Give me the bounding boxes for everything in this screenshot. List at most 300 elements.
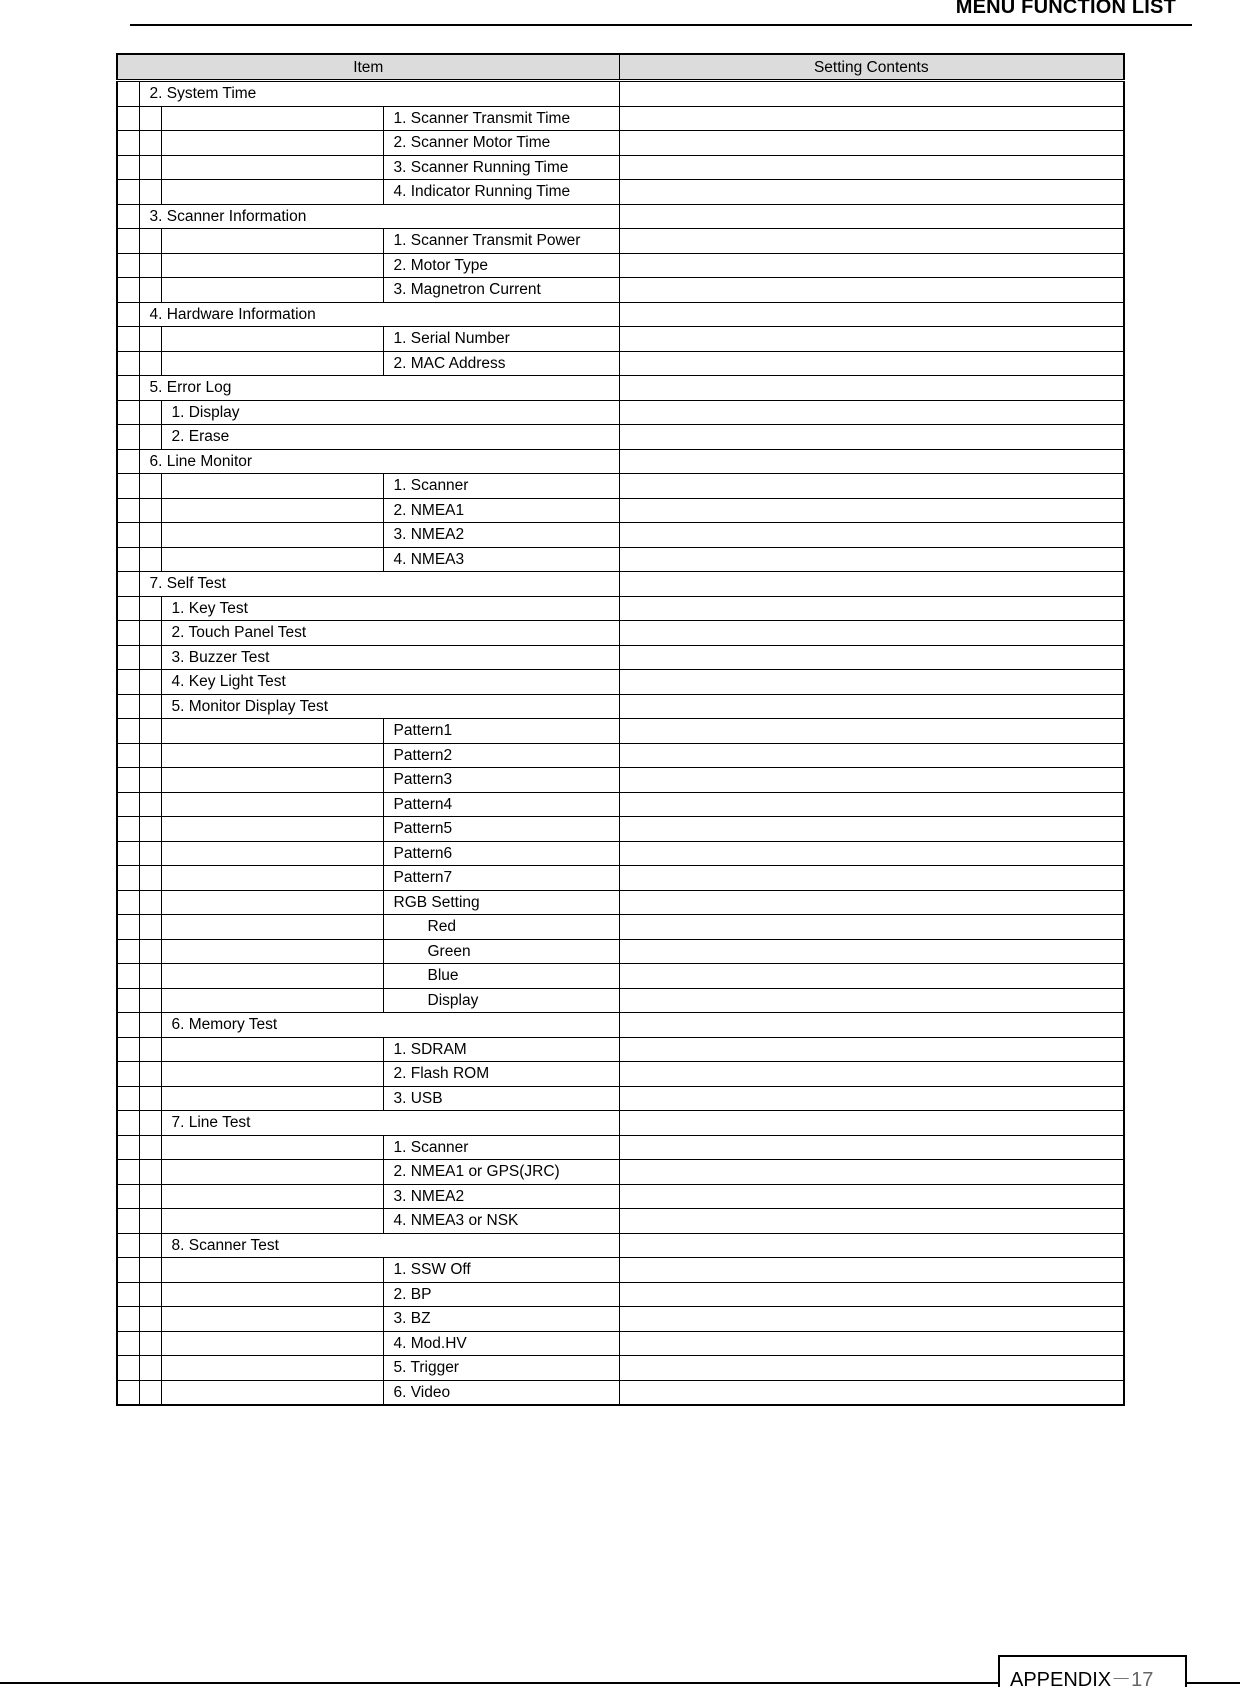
indent-cell bbox=[161, 1356, 383, 1381]
page-header bbox=[130, 0, 1192, 26]
table-row bbox=[117, 278, 1124, 303]
indent-cell bbox=[161, 768, 383, 793]
indent-cell bbox=[117, 376, 139, 401]
table-row bbox=[117, 817, 1124, 842]
menu-item-label: 2. System Time bbox=[139, 81, 619, 107]
indent-cell bbox=[117, 474, 139, 499]
indent-cell bbox=[117, 1282, 139, 1307]
menu-item-label: 5. Trigger bbox=[383, 1356, 619, 1381]
menu-item-label: 1. Serial Number bbox=[383, 327, 619, 352]
indent-cell bbox=[139, 1013, 161, 1038]
setting-contents-cell bbox=[619, 253, 1124, 278]
indent-cell bbox=[161, 792, 383, 817]
table-row bbox=[117, 425, 1124, 450]
indent-cell bbox=[139, 278, 161, 303]
indent-cell bbox=[161, 1258, 383, 1283]
indent-cell bbox=[161, 915, 383, 940]
indent-cell bbox=[117, 327, 139, 352]
column-header-setting-contents: Setting Contents bbox=[619, 54, 1124, 81]
indent-cell bbox=[139, 1258, 161, 1283]
indent-cell bbox=[139, 621, 161, 646]
table-row bbox=[117, 1209, 1124, 1234]
menu-item-label: 5. Monitor Display Test bbox=[161, 694, 619, 719]
indent-cell bbox=[117, 1331, 139, 1356]
menu-item-label: 1. SSW Off bbox=[383, 1258, 619, 1283]
menu-item-label: Pattern2 bbox=[383, 743, 619, 768]
menu-item-label: 8. Scanner Test bbox=[161, 1233, 619, 1258]
setting-contents-cell bbox=[619, 547, 1124, 572]
indent-cell bbox=[161, 253, 383, 278]
table-row bbox=[117, 1307, 1124, 1332]
setting-contents-cell bbox=[619, 939, 1124, 964]
table-row bbox=[117, 1135, 1124, 1160]
indent-cell bbox=[117, 670, 139, 695]
setting-contents-cell bbox=[619, 278, 1124, 303]
indent-cell bbox=[139, 1135, 161, 1160]
indent-cell bbox=[161, 890, 383, 915]
setting-contents-cell bbox=[619, 449, 1124, 474]
indent-cell bbox=[161, 106, 383, 131]
indent-cell bbox=[139, 1037, 161, 1062]
menu-item-label: Pattern7 bbox=[383, 866, 619, 891]
indent-cell bbox=[139, 743, 161, 768]
table-row bbox=[117, 204, 1124, 229]
menu-item-label: 3. NMEA2 bbox=[383, 1184, 619, 1209]
menu-item-label: RGB Setting bbox=[383, 890, 619, 915]
indent-cell bbox=[161, 1184, 383, 1209]
indent-cell bbox=[139, 841, 161, 866]
setting-contents-cell bbox=[619, 1184, 1124, 1209]
table-row bbox=[117, 841, 1124, 866]
indent-cell bbox=[139, 694, 161, 719]
indent-cell bbox=[117, 155, 139, 180]
menu-item-label: 6. Line Monitor bbox=[139, 449, 619, 474]
indent-cell bbox=[117, 229, 139, 254]
setting-contents-cell bbox=[619, 670, 1124, 695]
table-row bbox=[117, 155, 1124, 180]
table-row bbox=[117, 1233, 1124, 1258]
table-row bbox=[117, 229, 1124, 254]
footer-separator: － bbox=[1111, 1669, 1132, 1691]
setting-contents-cell bbox=[619, 204, 1124, 229]
setting-contents-cell bbox=[619, 1258, 1124, 1283]
setting-contents-cell bbox=[619, 523, 1124, 548]
setting-contents-cell bbox=[619, 1209, 1124, 1234]
indent-cell bbox=[117, 939, 139, 964]
setting-contents-cell bbox=[619, 1282, 1124, 1307]
setting-contents-cell bbox=[619, 1135, 1124, 1160]
menu-item-label: 3. Buzzer Test bbox=[161, 645, 619, 670]
menu-item-label: Pattern4 bbox=[383, 792, 619, 817]
indent-cell bbox=[117, 1233, 139, 1258]
indent-cell bbox=[139, 719, 161, 744]
menu-item-label: Pattern1 bbox=[383, 719, 619, 744]
setting-contents-cell bbox=[619, 376, 1124, 401]
menu-item-label: Pattern6 bbox=[383, 841, 619, 866]
indent-cell bbox=[139, 866, 161, 891]
indent-cell bbox=[139, 1380, 161, 1405]
indent-cell bbox=[139, 792, 161, 817]
menu-item-label: 6. Video bbox=[383, 1380, 619, 1405]
indent-cell bbox=[139, 1233, 161, 1258]
table-row bbox=[117, 327, 1124, 352]
table-row bbox=[117, 131, 1124, 156]
indent-cell bbox=[139, 1282, 161, 1307]
table-row bbox=[117, 866, 1124, 891]
indent-cell bbox=[117, 1135, 139, 1160]
setting-contents-cell bbox=[619, 425, 1124, 450]
menu-item-label: 4. NMEA3 or NSK bbox=[383, 1209, 619, 1234]
table-row bbox=[117, 964, 1124, 989]
table-row bbox=[117, 1037, 1124, 1062]
indent-cell bbox=[117, 1111, 139, 1136]
menu-item-label: 7. Line Test bbox=[161, 1111, 619, 1136]
indent-cell bbox=[117, 866, 139, 891]
indent-cell bbox=[117, 131, 139, 156]
indent-cell bbox=[139, 1184, 161, 1209]
indent-cell bbox=[161, 939, 383, 964]
indent-cell bbox=[161, 229, 383, 254]
indent-cell bbox=[117, 400, 139, 425]
setting-contents-cell bbox=[619, 694, 1124, 719]
menu-item-label: 1. Scanner bbox=[383, 474, 619, 499]
setting-contents-cell bbox=[619, 841, 1124, 866]
menu-item-label: Pattern5 bbox=[383, 817, 619, 842]
indent-cell bbox=[117, 743, 139, 768]
indent-cell bbox=[139, 253, 161, 278]
setting-contents-cell bbox=[619, 1160, 1124, 1185]
indent-cell bbox=[161, 180, 383, 205]
menu-item-label: 4. NMEA3 bbox=[383, 547, 619, 572]
indent-cell bbox=[117, 964, 139, 989]
indent-cell bbox=[139, 1062, 161, 1087]
indent-cell bbox=[117, 449, 139, 474]
indent-cell bbox=[117, 106, 139, 131]
menu-item-label: 2. Motor Type bbox=[383, 253, 619, 278]
table-row bbox=[117, 1258, 1124, 1283]
setting-contents-cell bbox=[619, 572, 1124, 597]
indent-cell bbox=[139, 596, 161, 621]
indent-cell bbox=[139, 670, 161, 695]
indent-cell bbox=[139, 939, 161, 964]
indent-cell bbox=[161, 866, 383, 891]
table-row bbox=[117, 988, 1124, 1013]
setting-contents-cell bbox=[619, 817, 1124, 842]
table-row bbox=[117, 1380, 1124, 1405]
setting-contents-cell bbox=[619, 180, 1124, 205]
indent-cell bbox=[139, 1307, 161, 1332]
table-row bbox=[117, 1160, 1124, 1185]
menu-item-label: 2. Flash ROM bbox=[383, 1062, 619, 1087]
indent-cell bbox=[117, 204, 139, 229]
indent-cell bbox=[117, 498, 139, 523]
indent-cell bbox=[139, 964, 161, 989]
menu-item-label: 3. Scanner Running Time bbox=[383, 155, 619, 180]
indent-cell bbox=[161, 1380, 383, 1405]
indent-cell bbox=[117, 817, 139, 842]
table-row bbox=[117, 1086, 1124, 1111]
indent-cell bbox=[117, 1013, 139, 1038]
table-row bbox=[117, 645, 1124, 670]
setting-contents-cell bbox=[619, 498, 1124, 523]
setting-contents-cell bbox=[619, 351, 1124, 376]
table-row bbox=[117, 1282, 1124, 1307]
menu-item-label: 4. Indicator Running Time bbox=[383, 180, 619, 205]
table-row bbox=[117, 400, 1124, 425]
menu-item-label: 2. Scanner Motor Time bbox=[383, 131, 619, 156]
menu-item-label: 3. Scanner Information bbox=[139, 204, 619, 229]
menu-item-label: 1. Key Test bbox=[161, 596, 619, 621]
table-row bbox=[117, 1062, 1124, 1087]
indent-cell bbox=[161, 474, 383, 499]
indent-cell bbox=[161, 719, 383, 744]
indent-cell bbox=[161, 988, 383, 1013]
setting-contents-cell bbox=[619, 719, 1124, 744]
indent-cell bbox=[139, 1331, 161, 1356]
indent-cell bbox=[117, 890, 139, 915]
footer-label: APPENDIX bbox=[1010, 1669, 1112, 1691]
indent-cell bbox=[139, 547, 161, 572]
setting-contents-cell bbox=[619, 792, 1124, 817]
indent-cell bbox=[139, 425, 161, 450]
setting-contents-cell bbox=[619, 131, 1124, 156]
setting-contents-cell bbox=[619, 915, 1124, 940]
setting-contents-cell bbox=[619, 964, 1124, 989]
table-row bbox=[117, 1184, 1124, 1209]
indent-cell bbox=[117, 1086, 139, 1111]
column-header-item: Item bbox=[117, 54, 619, 81]
indent-cell bbox=[117, 596, 139, 621]
menu-item-label: 2. NMEA1 or GPS(JRC) bbox=[383, 1160, 619, 1185]
indent-cell bbox=[117, 1209, 139, 1234]
indent-cell bbox=[117, 768, 139, 793]
setting-contents-cell bbox=[619, 645, 1124, 670]
setting-contents-cell bbox=[619, 106, 1124, 131]
table-row bbox=[117, 1013, 1124, 1038]
table-row bbox=[117, 890, 1124, 915]
menu-item-label: Display bbox=[383, 988, 619, 1013]
table-row bbox=[117, 694, 1124, 719]
menu-item-label: 7. Self Test bbox=[139, 572, 619, 597]
indent-cell bbox=[117, 1184, 139, 1209]
setting-contents-cell bbox=[619, 1380, 1124, 1405]
indent-cell bbox=[161, 547, 383, 572]
menu-item-label: 1. Scanner Transmit Power bbox=[383, 229, 619, 254]
menu-item-label: 3. BZ bbox=[383, 1307, 619, 1332]
indent-cell bbox=[117, 523, 139, 548]
indent-cell bbox=[117, 1160, 139, 1185]
table-row bbox=[117, 498, 1124, 523]
setting-contents-cell bbox=[619, 474, 1124, 499]
setting-contents-cell bbox=[619, 81, 1124, 107]
indent-cell bbox=[139, 1111, 161, 1136]
menu-item-label: 3. NMEA2 bbox=[383, 523, 619, 548]
table-row bbox=[117, 253, 1124, 278]
indent-cell bbox=[117, 621, 139, 646]
setting-contents-cell bbox=[619, 327, 1124, 352]
setting-contents-cell bbox=[619, 621, 1124, 646]
indent-cell bbox=[161, 155, 383, 180]
setting-contents-cell bbox=[619, 1307, 1124, 1332]
indent-cell bbox=[117, 253, 139, 278]
indent-cell bbox=[161, 1037, 383, 1062]
menu-item-label: 2. Erase bbox=[161, 425, 619, 450]
indent-cell bbox=[139, 498, 161, 523]
setting-contents-cell bbox=[619, 1062, 1124, 1087]
indent-cell bbox=[117, 792, 139, 817]
menu-item-label: 4. Hardware Information bbox=[139, 302, 619, 327]
indent-cell bbox=[161, 278, 383, 303]
indent-cell bbox=[161, 743, 383, 768]
page-title: MENU FUNCTION LIST bbox=[955, 0, 1176, 18]
indent-cell bbox=[161, 1086, 383, 1111]
setting-contents-cell bbox=[619, 1111, 1124, 1136]
menu-item-label: 2. BP bbox=[383, 1282, 619, 1307]
table-row bbox=[117, 523, 1124, 548]
indent-cell bbox=[117, 988, 139, 1013]
indent-cell bbox=[139, 106, 161, 131]
indent-cell bbox=[117, 302, 139, 327]
indent-cell bbox=[139, 768, 161, 793]
table-row bbox=[117, 915, 1124, 940]
indent-cell bbox=[117, 719, 139, 744]
indent-cell bbox=[117, 1258, 139, 1283]
menu-item-label: 6. Memory Test bbox=[161, 1013, 619, 1038]
indent-cell bbox=[161, 817, 383, 842]
page-number: 17 bbox=[1131, 1669, 1154, 1691]
setting-contents-cell bbox=[619, 866, 1124, 891]
table-row bbox=[117, 939, 1124, 964]
indent-cell bbox=[161, 1209, 383, 1234]
menu-function-table bbox=[116, 53, 1125, 1406]
indent-cell bbox=[139, 1160, 161, 1185]
table-row bbox=[117, 376, 1124, 401]
menu-item-label: 4. Key Light Test bbox=[161, 670, 619, 695]
indent-cell bbox=[117, 572, 139, 597]
indent-cell bbox=[139, 645, 161, 670]
indent-cell bbox=[139, 988, 161, 1013]
menu-item-label: 3. USB bbox=[383, 1086, 619, 1111]
indent-cell bbox=[117, 915, 139, 940]
setting-contents-cell bbox=[619, 302, 1124, 327]
table-row bbox=[117, 572, 1124, 597]
setting-contents-cell bbox=[619, 1013, 1124, 1038]
menu-item-label: 3. Magnetron Current bbox=[383, 278, 619, 303]
menu-item-label: 2. Touch Panel Test bbox=[161, 621, 619, 646]
setting-contents-cell bbox=[619, 155, 1124, 180]
menu-item-label: 5. Error Log bbox=[139, 376, 619, 401]
indent-cell bbox=[139, 523, 161, 548]
indent-cell bbox=[139, 351, 161, 376]
indent-cell bbox=[117, 81, 139, 107]
indent-cell bbox=[139, 180, 161, 205]
indent-cell bbox=[139, 915, 161, 940]
table-body bbox=[117, 81, 1124, 1406]
menu-item-label: Blue bbox=[383, 964, 619, 989]
indent-cell bbox=[117, 278, 139, 303]
indent-cell bbox=[139, 155, 161, 180]
indent-cell bbox=[117, 1037, 139, 1062]
indent-cell bbox=[117, 547, 139, 572]
setting-contents-cell bbox=[619, 1356, 1124, 1381]
setting-contents-cell bbox=[619, 1233, 1124, 1258]
table-header-row bbox=[117, 54, 1124, 81]
setting-contents-cell bbox=[619, 400, 1124, 425]
indent-cell bbox=[139, 327, 161, 352]
indent-cell bbox=[161, 1331, 383, 1356]
indent-cell bbox=[161, 327, 383, 352]
menu-item-label: 2. MAC Address bbox=[383, 351, 619, 376]
setting-contents-cell bbox=[619, 768, 1124, 793]
table-row bbox=[117, 670, 1124, 695]
indent-cell bbox=[139, 817, 161, 842]
indent-cell bbox=[161, 1307, 383, 1332]
menu-item-label: 1. Scanner bbox=[383, 1135, 619, 1160]
menu-item-label: 1. Display bbox=[161, 400, 619, 425]
table-row bbox=[117, 1111, 1124, 1136]
table-row bbox=[117, 449, 1124, 474]
indent-cell bbox=[161, 131, 383, 156]
indent-cell bbox=[161, 1062, 383, 1087]
setting-contents-cell bbox=[619, 743, 1124, 768]
menu-item-label: 1. Scanner Transmit Time bbox=[383, 106, 619, 131]
indent-cell bbox=[139, 1209, 161, 1234]
indent-cell bbox=[139, 229, 161, 254]
table-row bbox=[117, 719, 1124, 744]
indent-cell bbox=[117, 1062, 139, 1087]
menu-item-label: Pattern3 bbox=[383, 768, 619, 793]
table-row bbox=[117, 1356, 1124, 1381]
setting-contents-cell bbox=[619, 596, 1124, 621]
indent-cell bbox=[161, 351, 383, 376]
indent-cell bbox=[117, 1380, 139, 1405]
indent-cell bbox=[117, 425, 139, 450]
setting-contents-cell bbox=[619, 890, 1124, 915]
indent-cell bbox=[139, 474, 161, 499]
indent-cell bbox=[139, 1086, 161, 1111]
table-row bbox=[117, 596, 1124, 621]
table-row bbox=[117, 768, 1124, 793]
menu-item-label: Green bbox=[383, 939, 619, 964]
indent-cell bbox=[117, 1307, 139, 1332]
table-row bbox=[117, 743, 1124, 768]
menu-item-label: 1. SDRAM bbox=[383, 1037, 619, 1062]
setting-contents-cell bbox=[619, 988, 1124, 1013]
setting-contents-cell bbox=[619, 1037, 1124, 1062]
indent-cell bbox=[117, 180, 139, 205]
indent-cell bbox=[161, 523, 383, 548]
indent-cell bbox=[117, 351, 139, 376]
table-row bbox=[117, 81, 1124, 107]
indent-cell bbox=[161, 841, 383, 866]
table-row bbox=[117, 621, 1124, 646]
menu-item-label: 4. Mod.HV bbox=[383, 1331, 619, 1356]
indent-cell bbox=[117, 645, 139, 670]
indent-cell bbox=[139, 400, 161, 425]
indent-cell bbox=[139, 131, 161, 156]
setting-contents-cell bbox=[619, 229, 1124, 254]
indent-cell bbox=[161, 1160, 383, 1185]
table-row bbox=[117, 547, 1124, 572]
indent-cell bbox=[117, 694, 139, 719]
table-row bbox=[117, 792, 1124, 817]
indent-cell bbox=[139, 890, 161, 915]
setting-contents-cell bbox=[619, 1086, 1124, 1111]
table-row bbox=[117, 474, 1124, 499]
indent-cell bbox=[161, 1282, 383, 1307]
table-row bbox=[117, 106, 1124, 131]
indent-cell bbox=[117, 1356, 139, 1381]
